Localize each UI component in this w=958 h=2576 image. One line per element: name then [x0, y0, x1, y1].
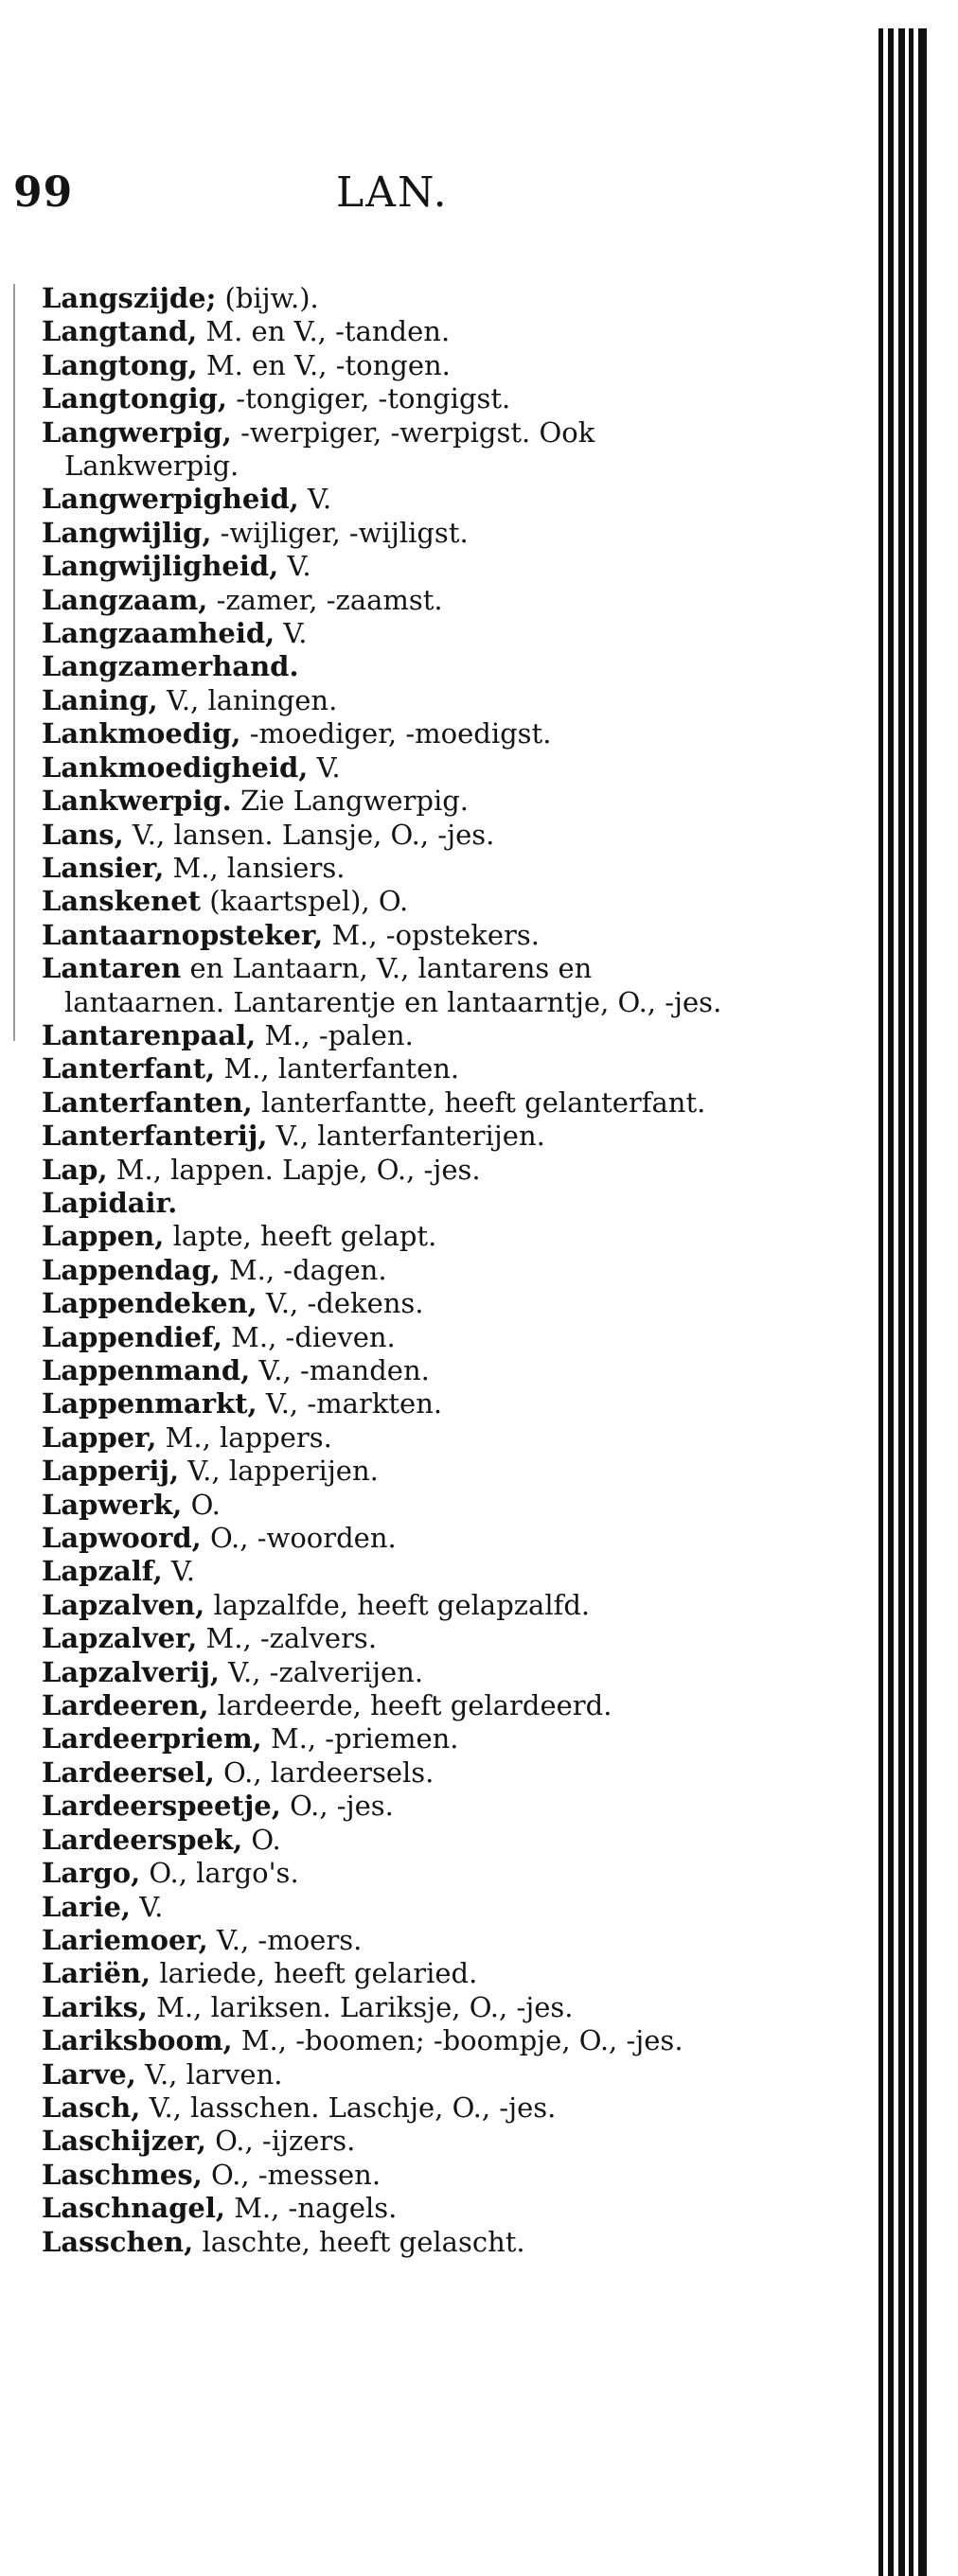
entry-definition: M., lappen. Lapje, O., -jes. — [115, 1153, 481, 1186]
entry-headword: Largo, — [42, 1857, 141, 1890]
entry-headword: Lanterfanterij, — [42, 1120, 268, 1153]
entry-headword: Lapzalver, — [42, 1622, 198, 1655]
entry-headword: Larve, — [42, 2057, 136, 2091]
dictionary-entry — [42, 315, 742, 348]
dictionary-entry — [42, 2125, 742, 2158]
entry-definition: V. — [283, 617, 308, 650]
entry-headword: Lappenmand, — [42, 1354, 251, 1386]
entry-definition: M., -dagen. — [228, 1253, 387, 1286]
entry-headword: Lantarenpaal, — [42, 1018, 257, 1051]
entry-definition: M., -zalvers. — [205, 1622, 378, 1655]
entry-headword: Larie, — [42, 1890, 132, 1923]
entry-definition: V. — [316, 750, 341, 784]
page-number: 99 — [13, 168, 74, 217]
entry-definition: M., lappers. — [165, 1420, 332, 1454]
entry-headword: Lans, — [42, 818, 124, 851]
dictionary-entry — [42, 1857, 742, 1890]
margin-rule — [13, 284, 15, 1041]
entry-definition: O., -messen. — [211, 2158, 381, 2191]
entry-definition: V., lapperijen. — [187, 1455, 379, 1488]
dictionary-entry — [42, 1555, 742, 1588]
dictionary-entry — [42, 617, 742, 650]
entry-headword: Lappen, — [42, 1220, 165, 1253]
dictionary-entry — [42, 1824, 742, 1857]
dictionary-entry — [42, 1622, 742, 1655]
entry-headword: Langwerpigheid, — [42, 483, 299, 516]
entry-headword: Langzamerhand. — [42, 650, 299, 683]
entry-definition: M., -boomen; -boompje, O., -jes. — [240, 2024, 683, 2057]
entry-headword: Lappendeken, — [42, 1287, 257, 1320]
entry-headword: Langwijligheid, — [42, 550, 279, 583]
dictionary-entry — [42, 1957, 742, 1990]
entry-definition: V., -manden. — [258, 1354, 430, 1386]
entry-definition: V. — [139, 1890, 164, 1923]
entry-headword: Langtand, — [42, 315, 198, 348]
entry-definition: V., -moers. — [216, 1923, 363, 1956]
dictionary-entry — [42, 1421, 742, 1455]
entry-definition: V. — [307, 483, 332, 516]
dictionary-entry — [42, 952, 742, 1019]
dictionary-entry — [42, 1991, 742, 2024]
entry-headword: Lanterfant, — [42, 1052, 216, 1085]
entry-headword: Lariën, — [42, 1957, 151, 1990]
dictionary-entry — [42, 2192, 742, 2225]
entry-definition: M. en V., -tanden. — [205, 315, 451, 348]
dictionary-entry — [42, 584, 742, 617]
entry-definition: O., largo's. — [149, 1857, 299, 1890]
entry-headword: Lanterfanten, — [42, 1085, 253, 1119]
entry-headword: Langzaam, — [42, 583, 208, 616]
dictionary-entry — [42, 1589, 742, 1622]
entry-definition: M., lariksen. Lariksje, O., -jes. — [156, 1990, 574, 2023]
entry-definition: M., -opstekers. — [331, 918, 541, 951]
entry-definition: O., lardeersels. — [223, 1756, 435, 1789]
dictionary-entry — [42, 1689, 742, 1722]
entry-headword: Lariksboom, — [42, 2024, 233, 2057]
entry-headword: Lasschen, — [42, 2225, 194, 2258]
entry-headword: Lapper, — [42, 1420, 157, 1454]
entry-definition: O. — [251, 1823, 281, 1856]
dictionary-entry — [42, 852, 742, 885]
entry-headword: Langwerpig, — [42, 415, 232, 449]
dictionary-entry — [42, 1287, 742, 1320]
entry-headword: Lankmoedigheid, — [42, 750, 309, 784]
dictionary-entry — [42, 483, 742, 516]
dictionary-entry — [42, 2226, 742, 2259]
entry-definition: O., -jes. — [290, 1790, 394, 1823]
entry-headword: Laschmes, — [42, 2158, 203, 2191]
dictionary-entry — [42, 1455, 742, 1488]
entry-definition: M., lanterfanten. — [223, 1052, 460, 1085]
dictionary-entry — [42, 1254, 742, 1287]
dictionary-entry — [42, 1489, 742, 1522]
entry-headword: Lansier, — [42, 851, 165, 884]
dictionary-entry — [42, 1891, 742, 1924]
dictionary-entry — [42, 1052, 742, 1085]
entry-definition: V., -dekens. — [265, 1287, 424, 1320]
entry-definition: -zamer, -zaamst. — [216, 583, 443, 616]
entry-definition: Zie Langwerpig. — [240, 785, 470, 818]
entry-definition: lapte, heeft gelapt. — [172, 1220, 437, 1253]
entry-definition: en Lantaarn, V., lantarens en lantaarnen. Lantarentje en lantaarntje, O., -jes. — [64, 952, 722, 1018]
entry-definition: O., -woorden. — [209, 1522, 397, 1555]
entry-headword: Lardeerspek, — [42, 1823, 243, 1856]
entry-definition: V. — [170, 1555, 195, 1588]
entry-definition: V., -zalverijen. — [228, 1655, 424, 1688]
dictionary-entry — [42, 1354, 742, 1387]
dictionary-entry — [42, 650, 742, 683]
dictionary-entry — [42, 1756, 742, 1790]
entry-headword: Lankwerpig. — [42, 785, 232, 818]
entry-definition: -tongiger, -tongigst. — [236, 382, 511, 415]
entry-definition: (bijw.). — [224, 282, 319, 314]
entry-headword: Lappenmarkt, — [42, 1387, 257, 1420]
entry-definition: M., -dieven. — [231, 1320, 396, 1353]
dictionary-entry — [42, 1522, 742, 1555]
entry-headword: Lapperij, — [42, 1455, 180, 1488]
entry-headword: Lasch, — [42, 2091, 141, 2124]
dictionary-entry — [42, 382, 742, 415]
dictionary-entry — [42, 2159, 742, 2192]
dictionary-entry — [42, 282, 742, 315]
entry-headword: Lantaren — [42, 952, 182, 985]
entry-definition: laschte, heeft gelascht. — [202, 2225, 525, 2258]
dictionary-entry — [42, 1120, 742, 1153]
entry-headword: Langtong, — [42, 348, 198, 381]
entry-definition: lanterfantte, heeft gelanterfant. — [261, 1085, 706, 1119]
entry-definition: V. — [287, 550, 311, 583]
entry-definition: M. en V., -tongen. — [205, 348, 451, 381]
dictionary-entry — [42, 349, 742, 382]
entry-definition: M., -priemen. — [270, 1722, 459, 1756]
entry-headword: Langzaamheid, — [42, 617, 275, 650]
dictionary-entry — [42, 1924, 742, 1957]
dictionary-entry — [42, 517, 742, 550]
dictionary-entry — [42, 1154, 742, 1187]
entry-definition: V., lansen. Lansje, O., -jes. — [132, 818, 495, 851]
entry-headword: Lappendag, — [42, 1253, 221, 1286]
entry-definition: lapzalfde, heeft gelapzalfd. — [213, 1588, 591, 1621]
dictionary-entry — [42, 885, 742, 918]
entry-headword: Lantaarnopsteker, — [42, 918, 324, 951]
dictionary-entry — [42, 2058, 742, 2091]
dictionary-entry — [42, 1656, 742, 1689]
dictionary-entry — [42, 684, 742, 717]
entry-definition: lardeerde, heeft gelardeerd. — [217, 1689, 612, 1722]
dictionary-entry — [42, 1187, 742, 1220]
entry-headword: Lap, — [42, 1153, 108, 1186]
entry-headword: Lapwerk, — [42, 1488, 183, 1521]
entry-definition: O., -ijzers. — [215, 2125, 356, 2158]
dictionary-entry — [42, 1086, 742, 1120]
entry-headword: Lariks, — [42, 1990, 148, 2023]
entry-headword: Lardeerspeetje, — [42, 1790, 281, 1823]
entry-definition: V., -markten. — [265, 1387, 443, 1420]
entry-definition: V., larven. — [145, 2057, 283, 2091]
dictionary-entries — [42, 282, 742, 2259]
entry-headword: Lappendief, — [42, 1320, 222, 1353]
entry-definition: -wijliger, -wijligst. — [220, 516, 469, 549]
entry-definition: -werpiger, -werpigst. Ook Lankwerpig. — [64, 415, 595, 483]
dictionary-entry — [42, 919, 742, 952]
dictionary-entry — [42, 1387, 742, 1420]
entry-headword: Lardeersel, — [42, 1756, 215, 1789]
entry-definition: M., lansiers. — [172, 851, 346, 884]
entry-headword: Lapzalf, — [42, 1555, 163, 1588]
dictionary-entry — [42, 751, 742, 785]
entry-headword: Laschnagel, — [42, 2192, 225, 2225]
entry-definition: V., lanterfanterijen. — [275, 1120, 545, 1153]
dictionary-entry — [42, 1790, 742, 1823]
entry-definition: -moediger, -moedigst. — [249, 717, 552, 750]
dictionary-entry — [42, 416, 742, 484]
entry-headword: Laschijzer, — [42, 2125, 206, 2158]
entry-definition: V., laningen. — [166, 683, 338, 716]
entry-definition: M., -palen. — [264, 1018, 414, 1051]
dictionary-entry — [42, 717, 742, 750]
entry-headword: Lardeerpriem, — [42, 1722, 262, 1756]
dictionary-entry — [42, 2024, 742, 2057]
entry-headword: Langwijlig, — [42, 516, 212, 549]
dictionary-entry — [42, 785, 742, 818]
dictionary-entry — [42, 1220, 742, 1253]
dictionary-entry — [42, 819, 742, 852]
dictionary-entry — [42, 1722, 742, 1756]
entry-definition: M., -nagels. — [234, 2192, 398, 2225]
entry-headword: Lapidair. — [42, 1186, 178, 1219]
running-head: LAN. — [336, 168, 449, 217]
entry-headword: Lariemoer, — [42, 1923, 208, 1956]
entry-definition: V., lasschen. Laschje, O., -jes. — [149, 2091, 557, 2124]
entry-headword: Lapwoord, — [42, 1522, 202, 1555]
entry-headword: Langszijde; — [42, 282, 217, 314]
entry-headword: Lanskenet — [42, 885, 202, 918]
dictionary-entry — [42, 2091, 742, 2125]
entry-definition: lariede, heeft gelaried. — [159, 1957, 478, 1990]
entry-definition: (kaartspel), O. — [209, 885, 409, 918]
dictionary-entry — [42, 550, 742, 583]
entry-headword: Langtongig, — [42, 382, 228, 415]
entry-headword: Lankmoedig, — [42, 717, 241, 750]
dictionary-entry — [42, 1321, 742, 1354]
entry-headword: Laning, — [42, 683, 158, 716]
entry-headword: Lapzalven, — [42, 1588, 205, 1621]
entry-headword: Lapzalverij, — [42, 1655, 220, 1688]
entry-definition: O. — [190, 1488, 221, 1521]
dictionary-entry — [42, 1019, 742, 1052]
entry-headword: Lardeeren, — [42, 1689, 209, 1722]
